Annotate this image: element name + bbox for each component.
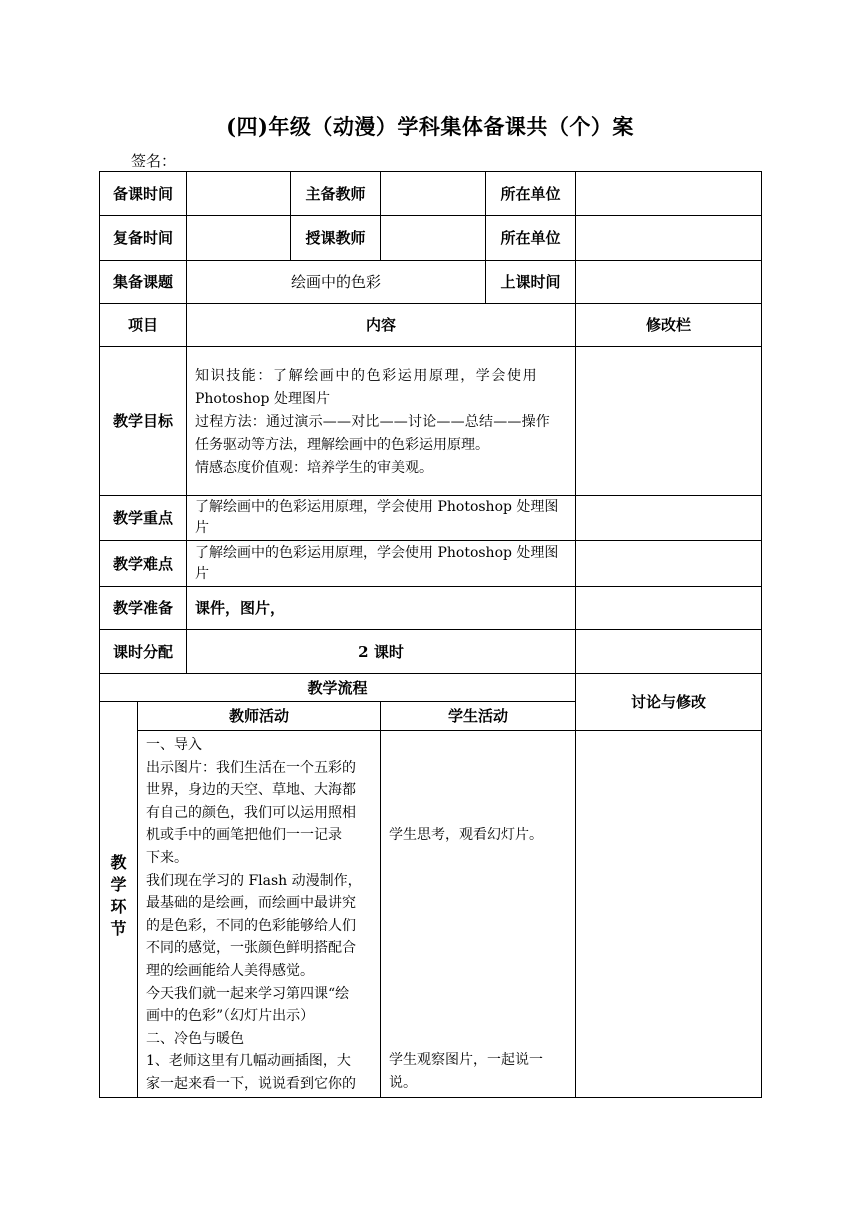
teacher-line: 今天我们就一起来学习第四课“绘 (146, 985, 350, 1002)
unit-value-2 (575, 215, 762, 261)
key-points-label: 教学重点 (99, 495, 187, 541)
preparation-content: 课件，图片， (186, 586, 576, 630)
objectives-content (186, 346, 576, 496)
student-activity-content (380, 730, 576, 1098)
topic-value: 绘画中的色彩 (186, 260, 486, 304)
teacher-line: 家一起来看一下，说说看到它你的 (146, 1075, 356, 1092)
key-points-content (186, 495, 576, 541)
objectives-revise (575, 346, 762, 496)
teacher-line: 一、导入 (146, 737, 202, 753)
student-line-3: 说。 (389, 1075, 417, 1091)
teacher-line: 我们现在学习的 Flash 动漫制作， (146, 872, 362, 889)
content-header: 内容 (186, 303, 576, 347)
difficulties-label: 教学难点 (99, 540, 187, 587)
unit-label-1: 所在单位 (485, 171, 576, 216)
review-time-label: 复备时间 (99, 215, 187, 261)
teacher-activity-content (137, 730, 381, 1098)
signature-label: 签名： (131, 152, 177, 170)
document-title: (四)年级（动漫）学科集体备课共（个）案 (226, 114, 634, 139)
prep-time-value (186, 171, 291, 216)
objectives-line-4: 任务驱动等方法，理解绘画中的色彩运用原理。 (195, 437, 489, 453)
teacher-line: 最基础的是绘画，而绘画中最讲究 (146, 895, 356, 912)
teacher-activity-header: 教师活动 (137, 701, 381, 731)
stage-label-char-3: 环 (110, 897, 127, 916)
teacher-line: 1、老师这里有几幅动画插图，大 (146, 1053, 351, 1070)
preparation-label: 教学准备 (99, 586, 187, 630)
hours-content: 2 课时 (186, 629, 576, 674)
teacher-line: 理的绘画能给人美得感觉。 (146, 962, 314, 979)
student-activity-header: 学生活动 (380, 701, 576, 731)
stage-label-char-1: 教 (110, 853, 127, 872)
flow-header: 教学流程 (99, 673, 576, 702)
revise-header: 修改栏 (575, 303, 762, 347)
unit-value-1 (575, 171, 762, 216)
topic-label: 集备课题 (99, 260, 187, 304)
preparation-revise (575, 586, 762, 630)
teacher-line: 下来。 (146, 849, 188, 866)
lead-teacher-label: 主备教师 (290, 171, 381, 216)
class-time-label: 上课时间 (485, 260, 576, 304)
hours-revise (575, 629, 762, 674)
hours-label: 课时分配 (99, 629, 187, 674)
teacher-line: 机或手中的画笔把他们一一记录 (146, 827, 342, 844)
stage-label-char-4: 节 (110, 919, 127, 938)
teacher-line: 有自己的颜色，我们可以运用照相 (146, 804, 356, 821)
stage-label (99, 848, 138, 944)
stage-label-char-2: 学 (110, 875, 127, 894)
prep-time-label: 备课时间 (99, 171, 187, 216)
objectives-line-1: 知识技能：了解绘画中的色彩运用原理，学会使用 (195, 368, 539, 384)
teacher-line: 世界，身边的天空、草地、大海都 (146, 782, 356, 799)
difficulties-line-1: 了解绘画中的色彩运用原理，学会使用 Photoshop 处理图 (195, 545, 559, 561)
teacher-line: 不同的感觉，一张颜色鲜明搭配合 (146, 940, 356, 957)
teacher-line: 画中的色彩”（幻灯片出示） (146, 1008, 315, 1025)
teacher-value (380, 215, 486, 261)
key-points-revise (575, 495, 762, 541)
objectives-line-5: 情感态度价值观：培养学生的审美观。 (195, 460, 433, 476)
discuss-header: 讨论与修改 (575, 673, 762, 731)
student-line-2: 学生观察图片，一起说一 (389, 1052, 543, 1068)
teacher-line: 的是色彩，不同的色彩能够给人们 (146, 917, 356, 934)
objectives-label: 教学目标 (99, 346, 187, 496)
difficulties-line-2: 片 (195, 566, 209, 582)
key-points-line-2: 片 (195, 520, 209, 536)
unit-label-2: 所在单位 (485, 215, 576, 261)
difficulties-revise (575, 540, 762, 587)
student-line-1: 学生思考，观看幻灯片。 (389, 827, 543, 843)
teacher-line: 出示图片：我们生活在一个五彩的 (146, 759, 356, 776)
teacher-label: 授课教师 (290, 215, 381, 261)
key-points-line-1: 了解绘画中的色彩运用原理，学会使用 Photoshop 处理图 (195, 499, 559, 515)
difficulties-content (186, 540, 576, 587)
review-time-value (186, 215, 291, 261)
teacher-line: 二、冷色与暖色 (146, 1030, 244, 1047)
discuss-content (575, 730, 762, 1098)
objectives-line-2: Photoshop 处理图片 (195, 391, 330, 407)
lead-teacher-value (380, 171, 486, 216)
item-header: 项目 (99, 303, 187, 347)
class-time-value (575, 260, 762, 304)
objectives-line-3: 过程方法：通过演示——对比——讨论——总结——操作 (195, 414, 550, 430)
